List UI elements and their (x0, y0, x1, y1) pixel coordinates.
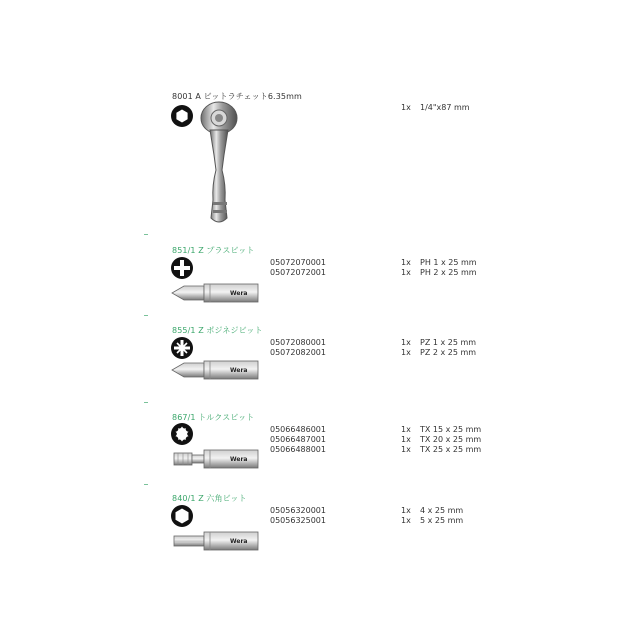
article-code: 05072080001 (270, 338, 326, 347)
pozidriv-code-list (270, 338, 326, 358)
divider-mark (144, 484, 148, 485)
divider-mark (144, 315, 148, 316)
torx-title: 867/1 トルクスビット (172, 413, 255, 422)
phillips-icon (170, 256, 194, 280)
article-code: 05072082001 (270, 348, 326, 357)
hex-drive-icon (170, 104, 194, 128)
divider-mark (144, 402, 148, 403)
article-code: 05072070001 (270, 258, 326, 267)
qty: 1x (401, 516, 411, 525)
spec: PZ 1 x 25 mm (420, 338, 477, 347)
divider-mark (144, 234, 148, 235)
phillips-qty-list (401, 258, 411, 278)
hex-spec-list (420, 506, 463, 526)
spec: TX 25 x 25 mm (420, 445, 482, 454)
pozidriv-spec-list (420, 338, 476, 358)
qty: 1x (401, 268, 411, 277)
wera-logo: Wera (230, 290, 248, 297)
spec: 1/4"x87 mm (420, 103, 470, 112)
hex-socket-icon (170, 504, 194, 528)
qty: 1x (401, 445, 411, 454)
spec: 4 x 25 mm (420, 506, 464, 515)
ratchet-qty-list (401, 103, 411, 113)
phillips-bit-image (170, 280, 260, 306)
article-code: 05056325001 (270, 516, 326, 525)
spec: TX 15 x 25 mm (420, 425, 482, 434)
wera-logo: Wera (230, 367, 248, 374)
spec: 5 x 25 mm (420, 516, 464, 525)
qty: 1x (401, 425, 411, 434)
qty: 1x (401, 103, 411, 112)
torx-icon (170, 422, 194, 446)
spec: PZ 2 x 25 mm (420, 348, 477, 357)
qty: 1x (401, 338, 411, 347)
phillips-spec-list (420, 258, 477, 278)
article-code: 05056320001 (270, 506, 326, 515)
pozidriv-bit-image (170, 357, 260, 383)
pozidriv-qty-list (401, 338, 411, 358)
hex-bit-image (170, 528, 260, 554)
qty: 1x (401, 506, 411, 515)
spec: PH 1 x 25 mm (420, 258, 477, 267)
qty: 1x (401, 435, 411, 444)
hex-code-list (270, 506, 326, 526)
article-code: 05066486001 (270, 425, 326, 434)
article-code: 05072072001 (270, 268, 326, 277)
spec: TX 20 x 25 mm (420, 435, 482, 444)
ratchet-spec-list (420, 103, 470, 113)
torx-qty-list (401, 425, 411, 455)
phillips-title: 851/1 Z プラスビット (172, 246, 255, 255)
article-code: 05066487001 (270, 435, 326, 444)
spec: PH 2 x 25 mm (420, 268, 477, 277)
hex-title: 840/1 Z 六角ビット (172, 494, 247, 503)
torx-bit-image (170, 446, 260, 472)
wera-logo: Wera (230, 456, 248, 463)
hex-qty-list (401, 506, 411, 526)
bit-ratchet-image (193, 100, 243, 230)
pozidriv-title: 855/1 Z ポジネジビット (172, 326, 263, 335)
torx-spec-list (420, 425, 481, 455)
wera-logo: Wera (230, 538, 248, 545)
article-code: 05066488001 (270, 445, 326, 454)
qty: 1x (401, 348, 411, 357)
phillips-code-list (270, 258, 326, 278)
torx-code-list (270, 425, 326, 455)
qty: 1x (401, 258, 411, 267)
ratchet-title: 8001 A ビットラチェット6.35mm (172, 92, 302, 101)
